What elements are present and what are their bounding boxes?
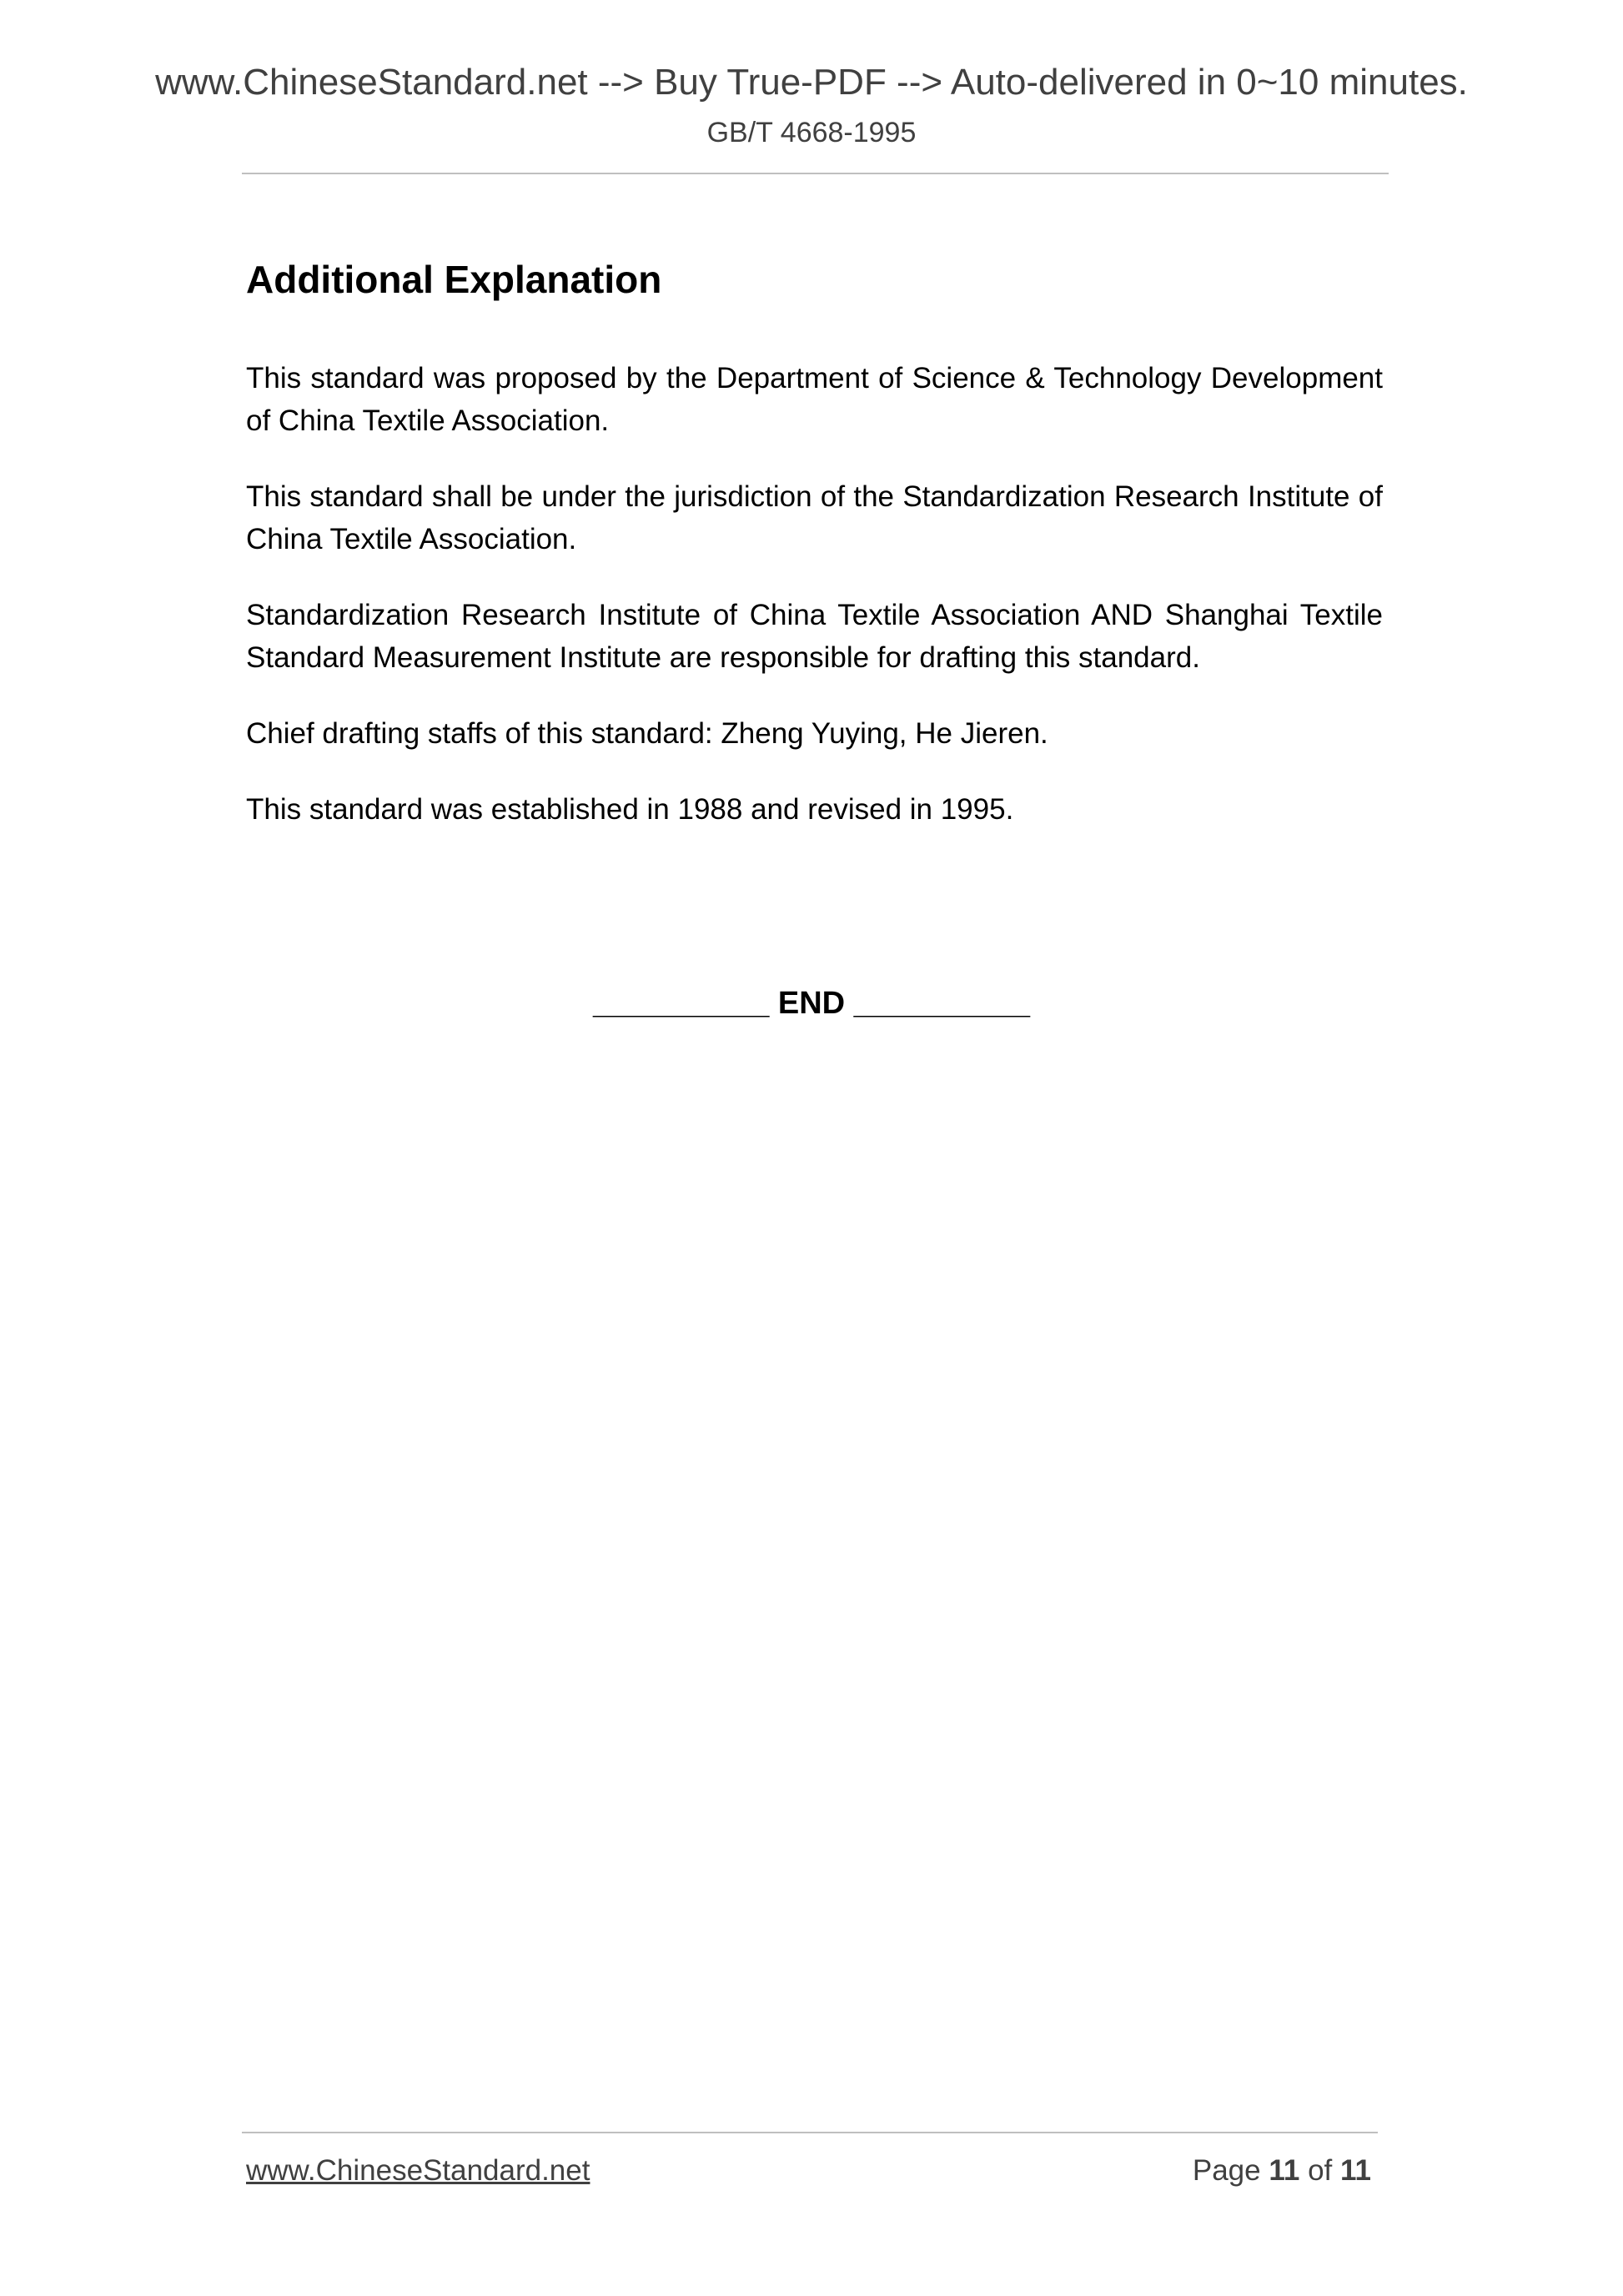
page-title: Additional Explanation <box>246 258 662 301</box>
footer-divider <box>242 2132 1378 2133</box>
page-separator: of <box>1308 2154 1333 2187</box>
page-number <box>1193 2154 1371 2188</box>
standard-code: GB/T 4668-1995 <box>706 117 917 148</box>
paragraph-history: This standard was established in 1988 and revised in 1995. <box>246 793 1014 826</box>
page-prefix: Page <box>1192 2154 1261 2187</box>
end-marker: __________ END __________ <box>592 986 1031 1021</box>
header-banner: www.ChineseStandard.net --> Buy True-PDF --> Auto-delivered in 0~10 minutes. <box>155 62 1468 103</box>
page-total: 11 <box>1340 2154 1371 2187</box>
paragraph-proposed-by: This standard was proposed by the Department of Science & Technology Development of China Textile Association. <box>246 362 1383 437</box>
page-current: 11 <box>1269 2154 1300 2187</box>
footer-website-link[interactable]: www.ChineseStandard.net <box>246 2154 590 2187</box>
header-divider <box>242 173 1389 174</box>
document-body <box>246 357 1383 864</box>
paragraph-drafting-organizations: Standardization Research Institute of China Textile Association AND Shanghai Textile Standard Measurement Institute are responsible for drafting this standard. <box>246 599 1383 674</box>
paragraph-chief-drafters: Chief drafting staffs of this standard: Zheng Yuying, He Jieren. <box>246 717 1048 750</box>
paragraph-jurisdiction: This standard shall be under the jurisdiction of the Standardization Research Institute of China Textile Association. <box>246 480 1383 555</box>
